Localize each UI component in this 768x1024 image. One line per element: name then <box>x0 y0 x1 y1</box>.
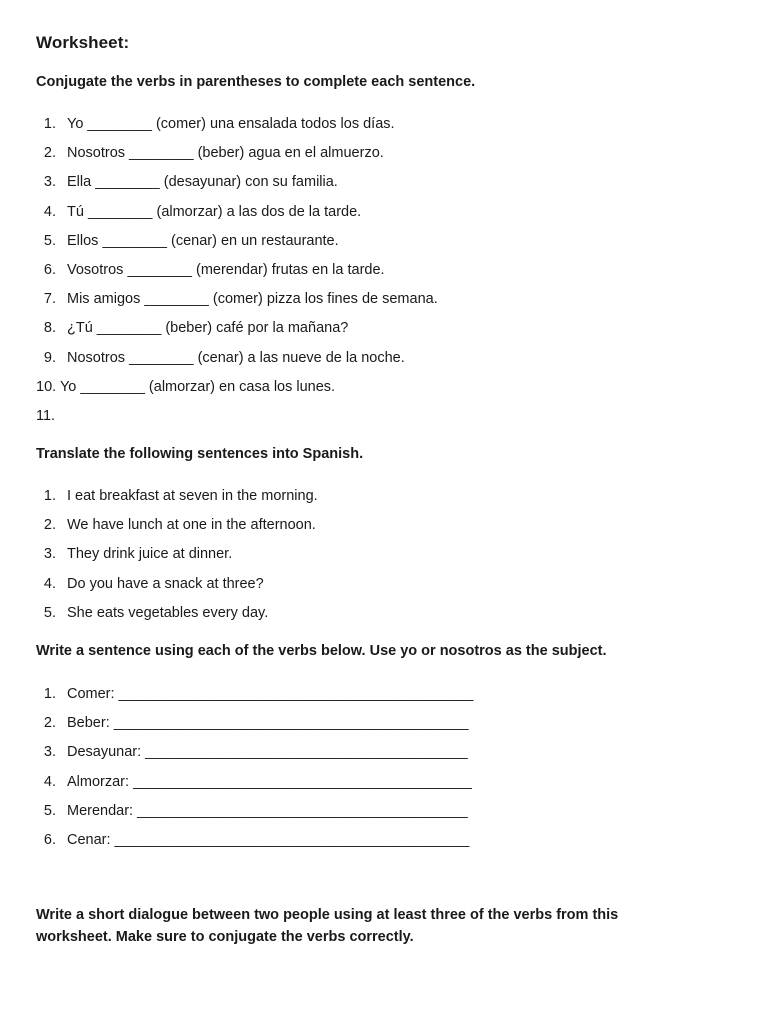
item-text: Ellos ________ (cenar) en un restaurante. <box>67 232 339 249</box>
item-number: 1. <box>43 686 56 702</box>
item-text: Ella ________ (desayunar) con su familia. <box>67 174 338 191</box>
list-item <box>36 486 318 515</box>
item-number: 4. <box>43 773 56 790</box>
list-item <box>36 231 438 260</box>
section-4-instruction: Write a short dialogue between two people using at least three of the verbs from this worksheet. Make sure to conjugate the verbs correctly. <box>36 907 619 945</box>
item-number: 6. <box>43 831 56 848</box>
list-item <box>36 515 318 544</box>
item-text: Desayunar: ________________________________________ <box>67 744 468 761</box>
item-number: 2. <box>43 145 56 162</box>
translation-list <box>36 486 318 632</box>
item-number: 3. <box>43 174 56 191</box>
item-number: 1. <box>43 488 56 504</box>
list-item <box>36 260 438 289</box>
list-item <box>36 830 473 859</box>
item-text: Tú ________ (almorzar) a las dos de la tarde. <box>67 203 362 220</box>
item-text: Nosotros ________ (beber) agua en el almuerzo. <box>67 145 384 162</box>
list-item <box>36 318 438 347</box>
item-number: 2. <box>43 715 56 732</box>
item-text: Nosotros ________ (cenar) a las nueve de la noche. <box>67 349 405 366</box>
item-text: Merendar: _________________________________________ <box>67 802 468 819</box>
section-2-instruction: Translate the following sentences into Spanish. <box>36 446 364 462</box>
item-number: 8. <box>43 320 56 337</box>
item-number: 5. <box>43 604 56 621</box>
worksheet-title: Worksheet: <box>36 33 130 52</box>
sentence-writing-list <box>36 684 473 859</box>
item-number: 2. <box>43 517 56 534</box>
item-number: 1. <box>43 116 56 132</box>
item-number: 7. <box>43 291 56 308</box>
section-3-instruction: Write a sentence using each of the verbs below. Use yo or nosotros as the subject. <box>36 643 607 659</box>
list-item <box>36 684 473 713</box>
list-item <box>36 406 438 435</box>
list-item <box>36 289 438 318</box>
section-1-instruction: Conjugate the verbs in parentheses to complete each sentence. <box>36 74 476 90</box>
item-number: 3. <box>43 546 56 563</box>
item-text: Comer: ____________________________________________ <box>67 686 474 702</box>
list-item <box>36 172 438 201</box>
item-number: 11. <box>36 407 56 424</box>
list-item <box>36 202 438 231</box>
item-number: 6. <box>43 261 56 278</box>
list-item <box>36 143 438 172</box>
item-text: Mis amigos ________ (comer) pizza los fines de semana. <box>67 291 438 308</box>
item-text: Vosotros ________ (merendar) frutas en la tarde. <box>67 261 385 278</box>
item-text: Do you have a snack at three? <box>67 575 264 592</box>
list-item <box>36 348 438 377</box>
item-text: Almorzar: __________________________________________ <box>67 773 472 790</box>
item-text: ¿Tú ________ (beber) café por la mañana? <box>67 320 349 337</box>
list-item <box>36 801 473 830</box>
item-number: 4. <box>43 575 56 592</box>
item-number: 10. <box>36 378 57 395</box>
item-text: Cenar: ____________________________________________ <box>67 831 470 848</box>
item-text: They drink juice at dinner. <box>67 546 233 563</box>
list-item <box>36 713 473 742</box>
list-item <box>36 603 318 632</box>
item-number: 9. <box>43 349 56 366</box>
item-text: We have lunch at one in the afternoon. <box>67 517 316 534</box>
list-item <box>36 544 318 573</box>
item-number: 3. <box>43 744 56 761</box>
item-number: 4. <box>43 203 56 220</box>
item-text: Yo ________ (almorzar) en casa los lunes. <box>59 378 336 395</box>
list-item <box>36 742 473 771</box>
item-number: 5. <box>43 232 56 249</box>
list-item <box>36 377 438 406</box>
item-text: I eat breakfast at seven in the morning. <box>67 488 318 504</box>
list-item <box>36 772 473 801</box>
list-item <box>36 574 318 603</box>
list-item <box>36 114 438 143</box>
item-text: Beber: ____________________________________________ <box>67 715 469 732</box>
item-text: She eats vegetables every day. <box>67 604 269 621</box>
conjugation-list <box>36 114 438 435</box>
item-number: 5. <box>43 802 56 819</box>
item-text: Yo ________ (comer) una ensalada todos los días. <box>67 116 395 132</box>
